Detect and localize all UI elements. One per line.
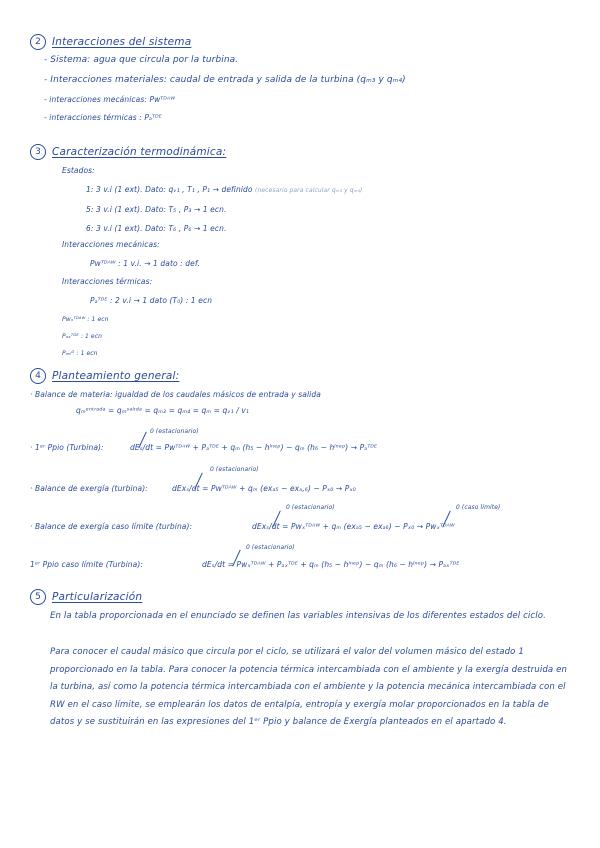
mec-label: Interacciones mecánicas: — [62, 240, 160, 249]
s5-paragraph-2: Para conocer el caudal másico que circula por el ciclo, se utilizará el valor del volumen másico del estado 1 proporcionado en la tabla. Para conocer la potencia térmica intercambiada con el ambiente y la exergía destruida en la turbina, así como la potencia térmica intercambiada con el ambiente y la potencia mecánica intercambiada con el RW en el caso límite, se emplearán los datos de entalpía, entropía y exergía molar proporcionados en la tabla de datos y se sustituirán en las expresiones del 1ᵉʳ Ppio y balance de Exergía planteados en el apartado 4. — [50, 647, 568, 727]
p1l-note: 0 (estacionario) — [246, 544, 295, 551]
ex-eq: dExₛ/dt = Pᴡᵀᴰᴬᵂ + qₘ (exₐ₅ − exₐ,₆) − Pₓ₀ → Pₓ₀ — [172, 484, 356, 493]
state-5: 5: 3 v.i (1 ext). Dato: T₅ , P₃ → 1 ecn. — [86, 205, 227, 214]
ex-label: · Balance de exergía (turbina): — [30, 484, 148, 493]
extra-1: Pᴡₓᵀᴰᴬᵂ : 1 ecn — [62, 316, 109, 323]
section-title: Planteamiento general: — [52, 370, 180, 382]
s2-line-1: - Sistema: agua que circula por la turbina. — [44, 55, 239, 65]
term-line: Pₐᵀᴰᴱ : 2 v.i → 1 dato (T₀) : 1 ecn — [90, 296, 213, 305]
exl-eq: dExₛ/dt = Pᴡₓᵀᴰᴬᵂ + qₘ (exₐ₅ − exₐ₆) − Pₓ₀ → Pᴡₓᵀᴰᴬᵂ — [252, 522, 455, 531]
extra-2: Pₐₓᵀᴰᴱ : 1 ecn — [62, 333, 102, 340]
estados-label: Estados: — [62, 166, 95, 175]
section-4 — [30, 367, 580, 385]
state-1-note: (necesario para calcular qₘ₃ y qₘ₄) — [255, 187, 363, 194]
balance-masa: · Balance de materia: igualdad de los caudales másicos de entrada y salida — [30, 390, 321, 399]
section-2 — [30, 33, 580, 51]
s2-line-3: - interacciones mecánicas: Pᴡᵀᴰᴬᵂ — [44, 95, 176, 104]
section-3 — [30, 143, 580, 161]
section-number: 3 — [30, 144, 46, 160]
extra-3: Pₘₜᴰ : 1 ecn — [62, 350, 98, 357]
state-6: 6: 3 v.i (1 ext). Dato: T₆ , P₆ → 1 ecn. — [86, 224, 227, 233]
s2-line-4: - interacciones térmicas : Pₐᵀᴰᴱ — [44, 113, 162, 122]
term-label: Interacciones térmicas: — [62, 277, 153, 286]
p1l-label: 1ᵉʳ Ppio caso límite (Turbina): — [30, 560, 143, 569]
section-5 — [30, 588, 580, 606]
section-number: 4 — [30, 368, 46, 384]
s5-paragraph-1: En la tabla proporcionada en el enunciado se definen las variables intensivas de los diferentes estados del ciclo. — [50, 611, 546, 621]
s2-line-2: - Interacciones materiales: caudal de entrada y salida de la turbina (qₘ₃ y qₘ₄) — [44, 75, 406, 85]
section-title: Caracterización termodinámica: — [52, 146, 227, 158]
ex-note: 0 (estacionario) — [210, 466, 259, 473]
state-1: 1: 3 v.i (1 ext). Dato: qᵥ₁ , T₁ , P₁ → definido (necesario para calcular qₘ₃ y qₘ₄) — [86, 185, 363, 194]
exl-label: · Balance de exergía caso límite (turbina): — [30, 522, 193, 531]
masa-eq: qₘᵉⁿᵗʳᵃᵈᵃ = qₘˢᵃˡᶦᵈᵃ = qₘ₃ = qₘ₄ = qₘ = qᵥ₁ / v₁ — [76, 406, 249, 415]
p1l-eq: dEₛ/dt = Pᴡₓᵀᴰᴬᵂ + Pₐₓᵀᴰᴱ + qₘ (h₅ − hˡⁿᵉᵖ) − qₘ (h₆ − hˡⁿᵉᵖ) → Pₐₓᵀᴰᴱ — [202, 560, 460, 569]
section-title: Interacciones del sistema — [52, 36, 192, 48]
mec-line: Pᴡᵀᴰᴬᵂ : 1 v.i. → 1 dato : def. — [90, 259, 200, 268]
exl-note-1: 0 (estacionario) — [286, 504, 335, 511]
exl-note-2: 0 (caso límite) — [456, 504, 501, 511]
p1-label: · 1ᵉʳ Ppio (Turbina): — [30, 443, 104, 452]
p1-note: 0 (estacionario) — [150, 428, 199, 435]
section-number: 2 — [30, 34, 46, 50]
section-title: Particularización — [52, 591, 143, 603]
p1-eq: dEₛ/dt = Pᴡᵀᴰᴬᵂ + Pₐᵀᴰᴱ + qₘ (h₅ − hˡⁿᵉᵖ) − qₘ (h₆ − hˡⁿᵉᵖ) → Pₐᵀᴰᴱ — [130, 443, 378, 452]
section-number: 5 — [30, 589, 46, 605]
